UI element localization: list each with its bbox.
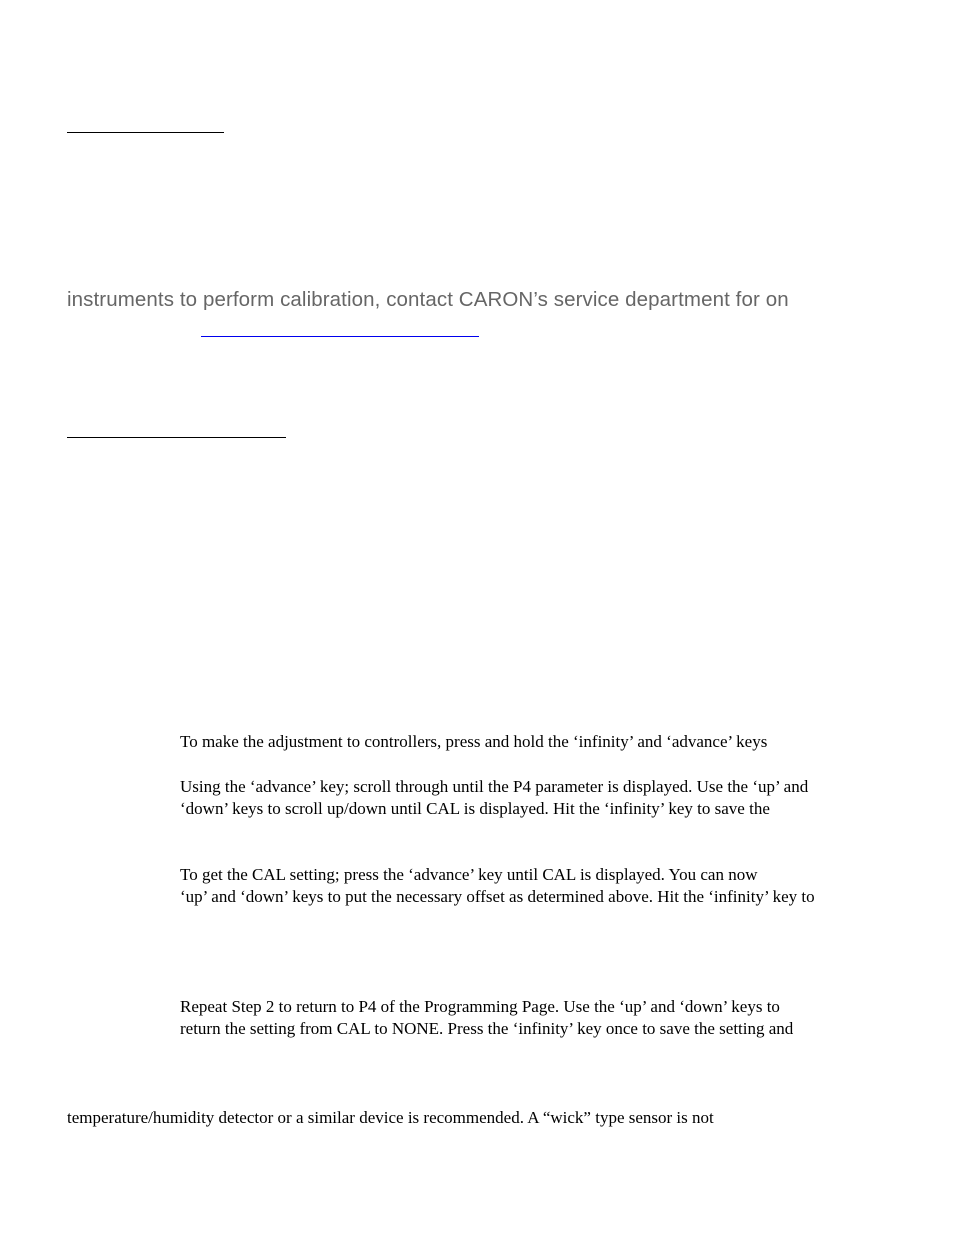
section-heading-underline: [67, 437, 286, 438]
step-3-text-line-2: ‘up’ and ‘down’ keys to put the necessary offset as determined above. Hit the ‘infinity’ key to: [180, 887, 815, 906]
service-link-underline[interactable]: [201, 336, 479, 337]
step-1-text: To make the adjustment to controllers, press and hold the ‘infinity’ and ‘advance’ keys: [180, 732, 768, 751]
step-3-text-line-1: To get the CAL setting; press the ‘advance’ key until CAL is displayed. You can now: [180, 865, 758, 884]
closing-note-text: temperature/humidity detector or a similar device is recommended. A “wick” type sensor is not: [67, 1108, 714, 1127]
section-heading-underline: [67, 132, 224, 133]
step-4-text-line-2: return the setting from CAL to NONE. Press the ‘infinity’ key once to save the setting and: [180, 1019, 794, 1038]
step-2-text-line-1: Using the ‘advance’ key; scroll through until the P4 parameter is displayed. Use the ‘up’ and: [180, 777, 809, 796]
step-4-text-line-1: Repeat Step 2 to return to P4 of the Programming Page. Use the ‘up’ and ‘down’ keys to: [180, 997, 780, 1016]
step-2-text-line-2: ‘down’ keys to scroll up/down until CAL is displayed. Hit the ‘infinity’ key to save the: [180, 799, 770, 818]
calibration-intro-text: instruments to perform calibration, contact CARON’s service department for on: [67, 288, 789, 311]
